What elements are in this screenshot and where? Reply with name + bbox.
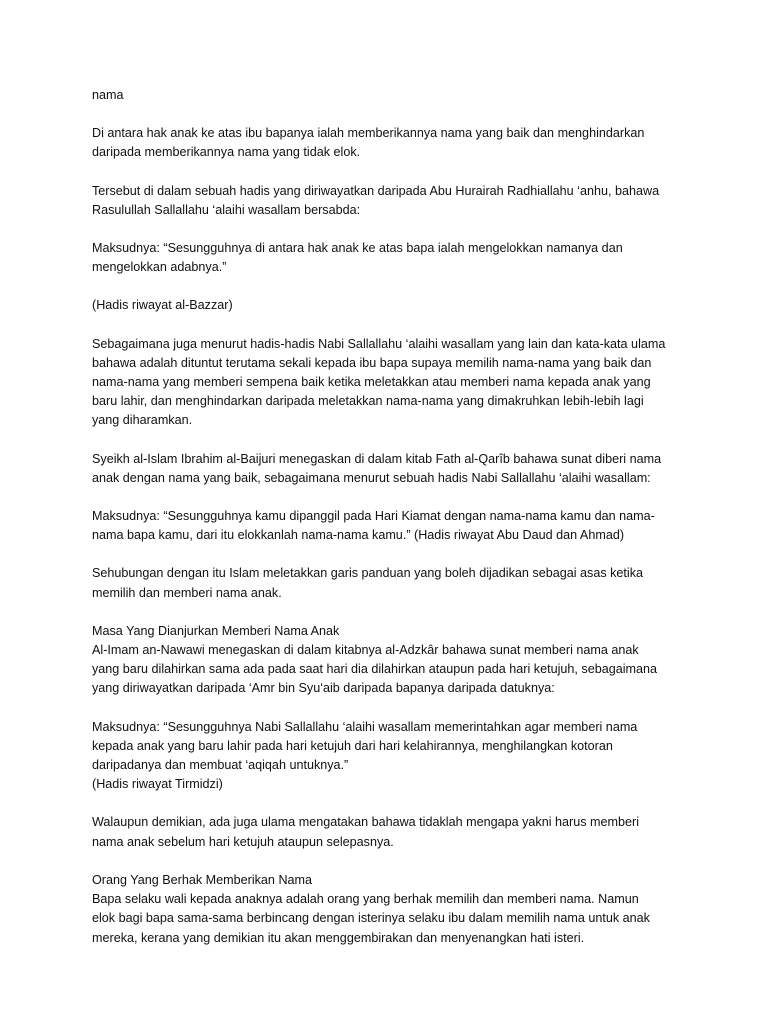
paragraph-gap	[92, 220, 712, 239]
text-line: mereka, kerana yang demikian itu akan menggembirakan dan menyenangkan hati isteri.	[92, 930, 585, 945]
paragraph-gap	[92, 277, 712, 296]
text-line: Tersebut di dalam sebuah hadis yang diriwayatkan daripada Abu Hurairah Radhiallahu ‘anhu, bahawa	[92, 183, 660, 198]
paragraph-gap	[92, 316, 712, 335]
text-line: memilih dan memberi nama anak.	[92, 585, 282, 600]
text-line: Sebagaimana juga menurut hadis-hadis Nabi Sallallahu ‘alaihi wasallam yang lain dan kata-kata ulama	[92, 336, 666, 351]
text-line: yang baru dilahirkan sama ada pada saat hari dia dilahirkan ataupun pada hari ketujuh, sebagaimana	[92, 662, 658, 677]
text-line: daripadanya dan membuat ‘aqiqah untuknya.”	[92, 758, 349, 773]
text-line: nama anak sebelum hari ketujuh ataupun selepasnya.	[92, 834, 394, 849]
paragraph	[92, 718, 712, 795]
text-line: Masa Yang Dianjurkan Memberi Nama Anak	[92, 623, 340, 638]
text-line: baru lahir, dan menghindarkan daripada meletakkan nama-nama yang dimakruhkan lebih-lebih lagi	[92, 394, 644, 409]
text-line: kepada anak yang baru lahir pada hari ketujuh dari hari kelahirannya, menghilangkan kotoran	[92, 738, 613, 753]
text-line: elok bagi bapa sama-sama berbincang dengan isterinya selaku ibu dalam memilih nama untuk anak	[92, 911, 650, 926]
text-line: anak dengan nama yang baik, sebagaimana menurut sebuah hadis Nabi Sallallahu ‘alaihi wasallam:	[92, 470, 651, 485]
text-line: nama bapa kamu, dari itu elokkanlah nama-nama kamu.” (Hadis riwayat Abu Daud dan Ahmad)	[92, 528, 625, 543]
paragraph-gap	[92, 431, 712, 450]
text-line: Orang Yang Berhak Memberikan Nama	[92, 872, 313, 887]
text-line: (Hadis riwayat Tirmidzi)	[92, 777, 223, 792]
paragraph	[92, 239, 712, 277]
paragraph	[92, 871, 712, 948]
text-line: nama	[92, 88, 124, 102]
text-line: bahawa adalah dituntut terutama sekali kepada ibu bapa supaya memilih nama-nama yang baik dan	[92, 355, 652, 370]
text-line: Syeikh al-Islam Ibrahim al-Baijuri menegaskan di dalam kitab Fath al-Qarîb bahawa sunat diberi nama	[92, 451, 662, 466]
paragraph	[92, 182, 712, 220]
text-line: Sehubungan dengan itu Islam meletakkan garis panduan yang boleh dijadikan sebagai asas ketika	[92, 566, 644, 581]
paragraph-gap	[92, 794, 712, 813]
paragraph	[92, 622, 712, 699]
text-line: Walaupun demikian, ada juga ulama mengatakan bahawa tidaklah mengapa yakni harus memberi	[92, 815, 639, 830]
paragraph	[92, 564, 712, 602]
text-line: mengelokkan adabnya.”	[92, 260, 227, 275]
paragraph-gap	[92, 852, 712, 871]
text-line: daripada memberikannya nama yang tidak elok.	[92, 145, 361, 160]
paragraph	[92, 335, 712, 431]
paragraph-gap	[92, 545, 712, 564]
paragraph	[92, 507, 712, 545]
text-line: Maksudnya: “Sesungguhnya Nabi Sallallahu ‘alaihi wasallam memerintahkan agar memberi nama	[92, 719, 638, 734]
paragraph	[92, 296, 712, 315]
paragraph	[92, 813, 712, 851]
paragraph	[92, 124, 712, 162]
paragraph-gap	[92, 488, 712, 507]
text-line: nama-nama yang memberi sempena baik ketika meletakkan atau memberi nama kepada anak yang	[92, 375, 651, 390]
paragraph-gap	[92, 699, 712, 718]
text-line: Al-Imam an-Nawawi menegaskan di dalam kitabnya al-Adzkâr bahawa sunat memberi nama anak	[92, 643, 639, 658]
paragraph	[92, 86, 712, 105]
document-body	[92, 86, 712, 948]
text-line: Maksudnya: “Sesungguhnya di antara hak anak ke atas bapa ialah mengelokkan namanya dan	[92, 241, 623, 256]
paragraph	[92, 450, 712, 488]
text-line: yang diriwayatkan daripada ‘Amr bin Syu‘aib daripada bapanya daripada datuknya:	[92, 681, 555, 696]
text-line: Maksudnya: “Sesungguhnya kamu dipanggil pada Hari Kiamat dengan nama-nama kamu dan nama-	[92, 509, 655, 524]
text-line: yang diharamkan.	[92, 413, 193, 428]
paragraph-gap	[92, 603, 712, 622]
text-line: (Hadis riwayat al-Bazzar)	[92, 298, 233, 313]
paragraph-gap	[92, 163, 712, 182]
text-line: Rasulullah Sallallahu ‘alaihi wasallam bersabda:	[92, 202, 361, 217]
text-line: Di antara hak anak ke atas ibu bapanya ialah memberikannya nama yang baik dan menghindarkan	[92, 126, 645, 141]
text-line: Bapa selaku wali kepada anaknya adalah orang yang berhak memilih dan memberi nama. Namun	[92, 892, 639, 907]
paragraph-gap	[92, 105, 712, 124]
